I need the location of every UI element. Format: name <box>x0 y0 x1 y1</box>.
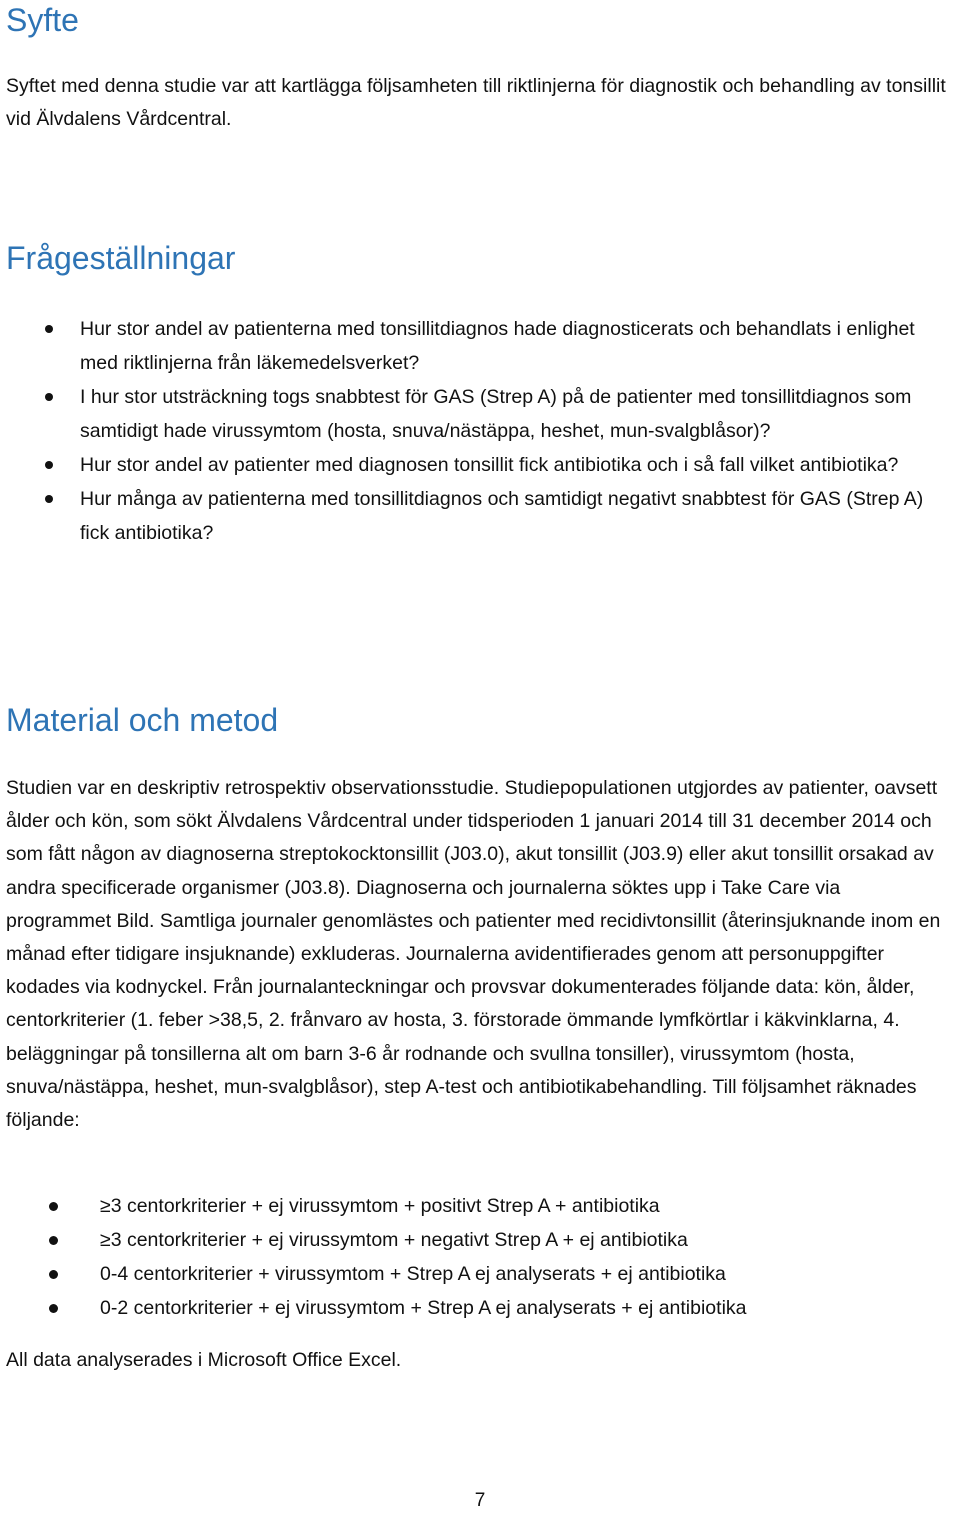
page-number: 7 <box>474 1490 486 1511</box>
heading-material-och-metod: Material och metod <box>6 702 279 738</box>
list-item: 0-2 centorkriterier + ej virussymtom + Strep A ej analyserats + ej antibiotika <box>6 1291 946 1325</box>
list-item: Hur stor andel av patienter med diagnosen tonsillit fick antibiotika och i så fall vilket antibiotika? <box>6 448 946 482</box>
bullet-icon <box>45 495 53 503</box>
bullet-icon <box>49 1304 58 1313</box>
list-item: 0-4 centorkriterier + virussymtom + Strep A ej analyserats + ej antibiotika <box>6 1257 946 1291</box>
bullet-icon <box>49 1236 58 1245</box>
list-item: ≥3 centorkriterier + ej virussymtom + negativt Strep A + ej antibiotika <box>6 1223 946 1257</box>
material-paragraph: Studien var en deskriptiv retrospektiv observationsstudie. Studiepopulationen utgjordes av patienter, oavsett ålder och kön, som sökt Älvdalens Vårdcentral under tidsperioden 1 januari 2014 till 31 december 2014 och som fått någon av diagnoserna streptokocktonsillit (J03.0), akut tonsillit (J03.9) eller akut tonsillit orsakad av andra specificerade organismer (J03.8). Diagnoserna och journalerna söktes upp i Take Care via programmet Bild. Samtliga journaler genomlästes och patienter med recidivtonsillit (återinsjuknande inom en månad efter tidigare insjuknande) exkluderas. Journalerna avidentifierades genom att personuppgifter kodades via kodnyckel. Från journalanteckningar och provsvar dokumenterades följande data: kön, ålder, centorkriterier (1. feber >38,5, 2. frånvaro av hosta, 3. förstorade ömmande lymfkörtlar i käkvinklarna, 4. beläggningar på tonsillerna alt om barn 3-6 år rodnande och svullna tonsiller), virussymtom (hosta, snuva/nästäppa, heshet, mun-svalgblåsor), step A-test och antibiotikabehandling. Till följsamhet räknades följande: <box>6 777 941 1132</box>
heading-fragestallningar: Frågeställningar <box>6 240 236 276</box>
heading-syfte: Syfte <box>6 2 79 38</box>
bullet-icon <box>45 325 53 333</box>
bullet-icon <box>45 461 53 469</box>
closing-paragraph: All data analyserades i Microsoft Office Excel. <box>6 1349 402 1371</box>
list-item: ≥3 centorkriterier + ej virussymtom + positivt Strep A + antibiotika <box>6 1189 946 1223</box>
bullet-icon <box>49 1202 58 1211</box>
bullet-icon <box>49 1270 58 1279</box>
list-item: Hur många av patienterna med tonsillitdiagnos och samtidigt negativt snabbtest för GAS (Strep A) fick antibiotika? <box>6 482 946 550</box>
fragestallningar-list <box>6 312 946 550</box>
foljsamhet-list <box>6 1189 946 1325</box>
list-item: Hur stor andel av patienterna med tonsillitdiagnos hade diagnosticerats och behandlats i enlighet med riktlinjerna från läkemedelsverket? <box>6 312 946 380</box>
bullet-icon <box>45 393 53 401</box>
syfte-paragraph: Syftet med denna studie var att kartlägga följsamheten till riktlinjerna för diagnostik och behandling av tonsillit vid Älvdalens Vårdcentral. <box>6 75 946 130</box>
list-item: I hur stor utsträckning togs snabbtest för GAS (Strep A) på de patienter med tonsillitdiagnos som samtidigt hade virussymtom (hosta, snuva/nästäppa, heshet, mun-svalgblåsor)? <box>6 380 946 448</box>
